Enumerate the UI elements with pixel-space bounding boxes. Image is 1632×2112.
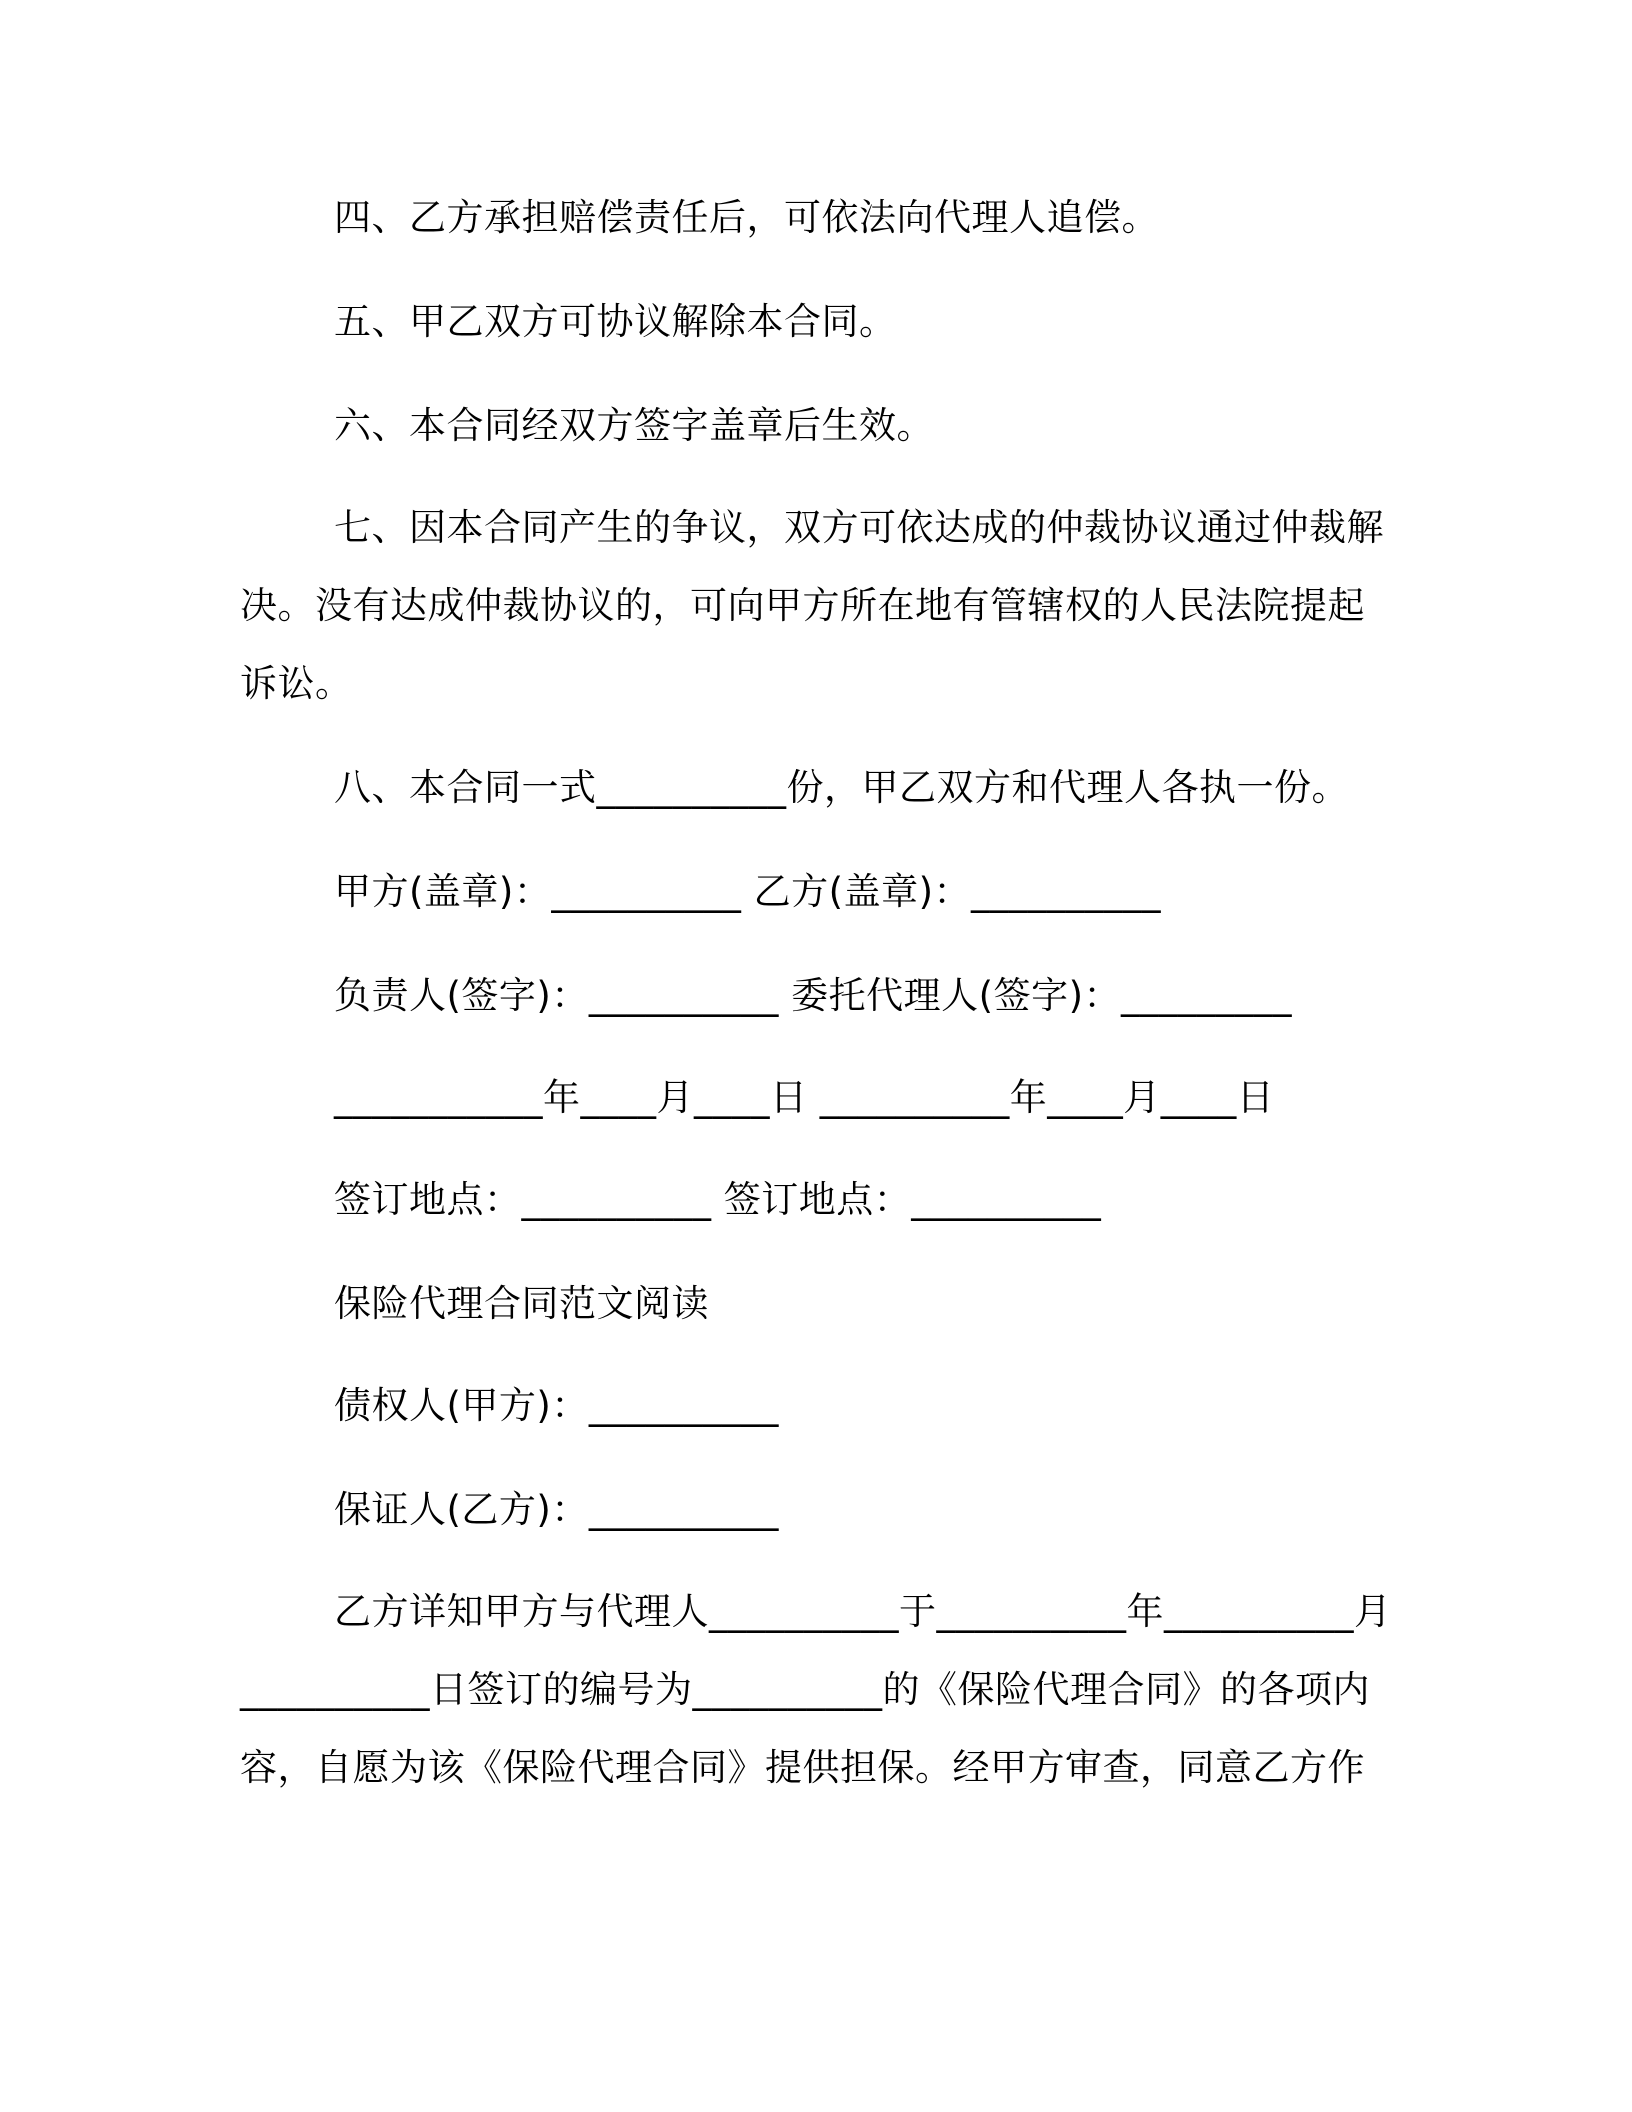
clause-7-line-1: 七、因本合同产生的争议，双方可依达成的仲裁协议通过仲裁解: [334, 506, 1384, 549]
section-heading: 保险代理合同范文阅读: [334, 1282, 709, 1325]
guarantee-paragraph-line-1: 乙方详知甲方与代理人__________于__________年__________月: [334, 1590, 1392, 1633]
clause-7-line-2: 决。没有达成仲裁协议的，可向甲方所在地有管辖权的人民法院提起: [240, 584, 1365, 627]
guarantee-paragraph-line-3: 容，自愿为该《保险代理合同》提供担保。经甲方审查，同意乙方作: [240, 1746, 1365, 1789]
signatory-line: 负责人(签字)：__________ 委托代理人(签字)：_________: [334, 974, 1293, 1017]
guarantee-paragraph-line-2: __________日签订的编号为__________的《保险代理合同》的各项内: [240, 1668, 1370, 1711]
clause-4: 四、乙方承担赔偿责任后，可依法向代理人追偿。: [334, 196, 1159, 239]
clause-5: 五、甲乙双方可协议解除本合同。: [334, 300, 897, 343]
party-seal-line: 甲方(盖章)：__________ 乙方(盖章)：__________: [334, 870, 1162, 913]
clause-7-line-3: 诉讼。: [240, 662, 353, 705]
clause-6: 六、本合同经双方签字盖章后生效。: [334, 404, 934, 447]
creditor-line: 债权人(甲方)：__________: [334, 1384, 779, 1427]
clause-8: 八、本合同一式__________份，甲乙双方和代理人各执一份。: [334, 766, 1349, 809]
date-line: ___________年____月____日 __________年____月____日: [334, 1076, 1275, 1119]
guarantor-line: 保证人(乙方)：__________: [334, 1488, 779, 1531]
signing-place-line: 签订地点：__________ 签订地点：__________: [334, 1178, 1102, 1221]
